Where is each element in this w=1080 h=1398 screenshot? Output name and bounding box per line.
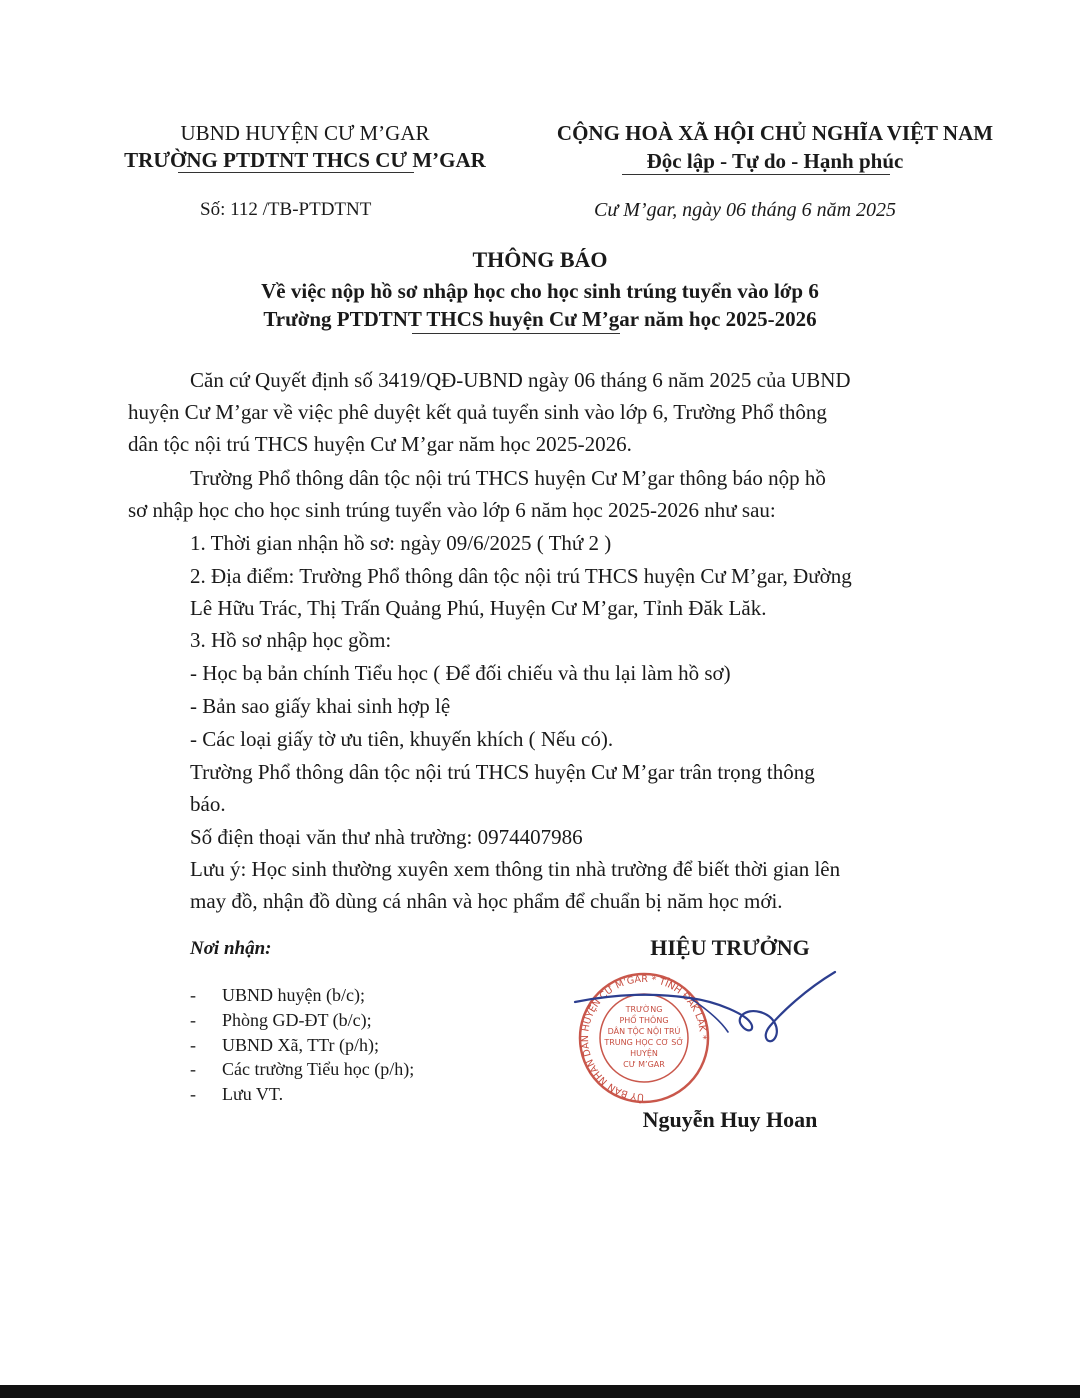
closing-line-2: báo.	[190, 792, 226, 816]
signer-title: HIỆU TRƯỞNG	[650, 935, 810, 960]
recipient-text: Phòng GD-ĐT (b/c);	[222, 1010, 372, 1030]
paragraph-2-line-2: sơ nhập học cho học sinh trúng tuyển vào lớp 6 năm học 2025-2026 như sau:	[128, 498, 776, 522]
recipient-text: Các trường Tiểu học (p/h);	[222, 1059, 415, 1079]
recipient-item	[190, 1033, 380, 1057]
handwritten-signature	[570, 960, 840, 1080]
recipient-dash: -	[190, 1035, 196, 1055]
phone-line: Số điện thoại văn thư nhà trường: 0974407986	[190, 825, 583, 849]
recipient-dash: -	[190, 1084, 196, 1104]
recipient-dash: -	[190, 1059, 196, 1079]
recipient-text: Lưu VT.	[222, 1084, 284, 1104]
list-item-2-line-1: 2. Địa điểm: Trường Phổ thông dân tộc nội trú THCS huyện Cư M’gar, Đường	[190, 564, 852, 588]
seal-line: TRUNG HỌC CƠ SỞ	[604, 1038, 684, 1047]
list-item-1: 1. Thời gian nhận hồ sơ: ngày 09/6/2025 ( Thứ 2 )	[190, 531, 612, 555]
note-line-1: Lưu ý: Học sinh thường xuyên xem thông tin nhà trường để biết thời gian lên	[190, 857, 841, 881]
recipient-text: UBND Xã, TTr (p/h);	[222, 1035, 380, 1055]
recipient-item	[190, 1008, 372, 1032]
signer-name: Nguyễn Huy Hoan	[642, 1107, 818, 1132]
document-title: THÔNG BÁO	[472, 247, 608, 272]
recipient-item	[190, 1082, 284, 1106]
school-name-underline	[178, 172, 414, 173]
seal-line: DÂN TỘC NỘI TRÚ	[607, 1027, 681, 1036]
closing-line-1: Trường Phổ thông dân tộc nội trú THCS huyện Cư M’gar trân trọng thông	[190, 760, 815, 784]
requirement-1: - Học bạ bản chính Tiểu học ( Để đối chiếu và thu lại làm hồ sơ)	[190, 661, 731, 685]
seal-ring-text: ỦY BAN NHÂN DÂN HUYỆN CƯ M’GAR * TỈNH ĐĂK LĂK *	[580, 973, 709, 1103]
seal-line: TRƯỜNG	[625, 1005, 663, 1014]
recipients-label: Nơi nhận:	[190, 938, 272, 959]
seal-line: HUYỆN	[630, 1049, 658, 1058]
document-number: Số: 112 /TB-PTDTNT	[200, 199, 372, 220]
recipient-dash: -	[190, 1010, 196, 1030]
national-motto: Độc lập - Tự do - Hạnh phúc	[646, 149, 904, 173]
bottom-bar	[0, 1385, 1080, 1398]
recipient-item	[190, 983, 365, 1007]
paragraph-1-line-2: huyện Cư M’gar về việc phê duyệt kết quả tuyển sinh vào lớp 6, Trường Phổ thông	[128, 400, 827, 424]
document-subtitle-2: Trường PTDTNT THCS huyện Cư M’gar năm học 2025-2026	[263, 307, 817, 331]
paragraph-1-line-3: dân tộc nội trú THCS huyện Cư M’gar năm học 2025-2026.	[128, 432, 632, 456]
requirement-3: - Các loại giấy tờ ưu tiên, khuyến khích ( Nếu có).	[190, 727, 614, 751]
requirement-2: - Bản sao giấy khai sinh hợp lệ	[190, 694, 451, 718]
recipient-text: UBND huyện (b/c);	[222, 985, 365, 1005]
recipient-dash: -	[190, 985, 196, 1005]
seal-line: PHỔ THÔNG	[619, 1016, 669, 1025]
document-subtitle-1: Về việc nộp hồ sơ nhập học cho học sinh trúng tuyển vào lớp 6	[261, 279, 819, 303]
agency-name: UBND HUYỆN CƯ M’GAR	[180, 121, 430, 145]
national-motto-underline	[622, 174, 890, 175]
national-title: CỘNG HOÀ XÃ HỘI CHỦ NGHĨA VIỆT NAM	[556, 121, 994, 145]
recipient-item	[190, 1057, 415, 1081]
school-name: TRƯỜNG PTDTNT THCS CƯ M’GAR	[124, 148, 486, 172]
paragraph-2-line-1: Trường Phổ thông dân tộc nội trú THCS huyện Cư M’gar thông báo nộp hồ	[190, 466, 826, 490]
paragraph-1-line-1: Căn cứ Quyết định số 3419/QĐ-UBND ngày 06 tháng 6 năm 2025 của UBND	[190, 368, 851, 392]
place-date: Cư M’gar, ngày 06 tháng 6 năm 2025	[594, 199, 897, 221]
title-underline	[412, 333, 620, 334]
seal-line: CƯ M’GAR	[623, 1060, 665, 1069]
list-item-2-line-2: Lê Hữu Trác, Thị Trấn Quảng Phú, Huyện Cư M’gar, Tỉnh Đăk Lăk.	[190, 596, 767, 620]
list-item-3: 3. Hồ sơ nhập học gồm:	[190, 628, 392, 652]
note-line-2: may đồ, nhận đồ dùng cá nhân và học phẩm để chuẩn bị năm học mới.	[190, 889, 783, 913]
